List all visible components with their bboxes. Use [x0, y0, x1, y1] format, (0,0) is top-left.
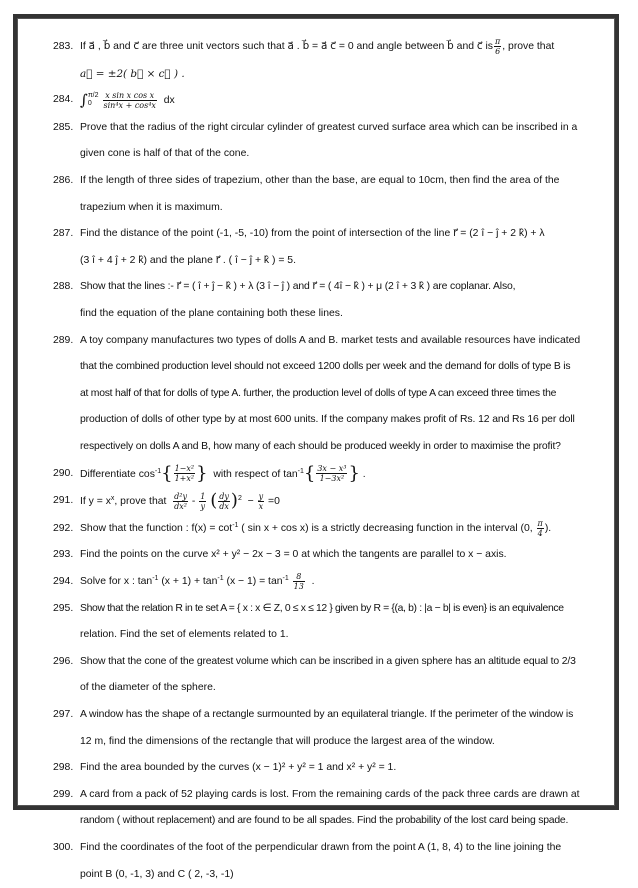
question-text: Show that the relation R in te set A = { x : x ∈ Z, 0 ≤ x ≤ 12 } given by R = {(a, b) : |a − b| is even} is an equivalence [80, 596, 598, 623]
question-292 [53, 516, 598, 543]
fraction: $\frac{\text{1−x²}}{\text{1+x²}}$ [174, 464, 196, 483]
question-number: 296. [53, 649, 73, 676]
question-286 [53, 168, 598, 221]
question-text: at most half of that for dolls of type A. further, the production level of dolls of type A can exceed three times the [80, 381, 598, 408]
fraction: $\frac{\text{d²y}}{\text{dx²}}$ [173, 492, 188, 511]
question-text: ∫ π/2 0 $\frac{\text{x sin x cos x}}{\text{sin⁴x + cos⁴x}}$ dx [80, 87, 598, 115]
question-number: 291. [53, 488, 73, 515]
question-295 [53, 596, 598, 649]
fraction: $\frac{\text{x sin x cos x}}{\text{sin⁴x + cos⁴x}}$ [103, 91, 157, 110]
question-294 [53, 569, 598, 596]
question-283 [53, 34, 598, 87]
question-text: Find the area bounded by the curves (x − 1)² + y² = 1 and x² + y² = 1. [80, 755, 598, 782]
question-text: random ( without replacement) and are found to be all spades. Find the probability of the lost card being spade. [80, 808, 598, 835]
question-text: Find the points on the curve x² + y² − 2x − 3 = 0 at which the tangents are parallel to x − axis. [80, 542, 598, 569]
question-text: Differentiate $\cos^{-1}${ $\frac{\text{1−x²}}{\text{1+x²}}$ } with respect of $\tan^{-1}${ $\frac{\text{3x − x³}}{\text{1−3x²}}$ } . [80, 461, 598, 489]
question-300 [53, 835, 598, 888]
question-293 [53, 542, 598, 569]
question-number: 292. [53, 516, 73, 543]
question-text: (3 î + 4 ĵ + 2 k̂) and the plane r⃗ . ( î − ĵ + k̂ ) = 5. [80, 248, 598, 275]
question-text: relation. Find the set of elements related to 1. [80, 622, 598, 649]
upper-limit: π/2 [88, 92, 99, 100]
question-text: a⃗ = ±2( b⃗ × c⃗ ) . [80, 61, 598, 88]
question-291 [53, 488, 598, 516]
question-text: Find the distance of the point (-1, -5, -10) from the point of intersection of the line r⃗ = (2 î − ĵ + 2 k̂) + λ [80, 221, 598, 248]
question-text: Prove that the radius of the right circular cylinder of greatest curved surface area which can be inscribed in a [80, 115, 598, 142]
question-287 [53, 221, 598, 274]
question-number: 294. [53, 569, 73, 596]
question-number: 289. [53, 328, 73, 355]
question-text: A card from a pack of 52 playing cards is lost. From the remaining cards of the pack three cards are drawn at [80, 782, 598, 809]
fraction: $\frac{8}{13}$ [293, 572, 305, 591]
question-299 [53, 782, 598, 835]
question-297 [53, 702, 598, 755]
question-number: 300. [53, 835, 73, 862]
question-number: 284. [53, 87, 73, 114]
fraction: $\frac{\pi}{6}$ [494, 37, 501, 56]
fraction: $\frac{1}{y}$ [199, 492, 206, 511]
question-text: If a⃗ , b⃗ and c⃗ are three unit vectors such that a⃗ . b⃗ = a⃗ c⃗ = 0 and angle between b⃗ and c⃗ is $\frac{\pi}{6}$ , prove that [80, 34, 598, 61]
question-number: 295. [53, 596, 73, 623]
question-text: trapezium when it is maximum. [80, 195, 598, 222]
fraction: $\frac{\text{3x − x³}}{\text{1−3x²}}$ [316, 464, 347, 483]
question-text: respectively on dolls A and B, how many of each should be produced weekly in order to maximise the profit? [80, 434, 598, 461]
question-text: If $y = x^x$, prove that $\frac{\text{d²y}}{\text{dx²}}$ - $\frac{1}{y}$ ( $\frac{dy}{dx}$ )$^2$ − $\frac{y}{x}$ =0 [80, 488, 598, 516]
fraction: $\frac{y}{x}$ [258, 492, 265, 511]
question-285 [53, 115, 598, 168]
question-298 [53, 755, 598, 782]
question-text: Show that the cone of the greatest volume which can be inscribed in a given sphere has an altitude equal to 2/3 [80, 649, 598, 676]
question-290 [53, 461, 598, 489]
question-number: 298. [53, 755, 73, 782]
question-text: 12 m, find the dimensions of the rectangle that will produce the largest area of the window. [80, 729, 598, 756]
question-289 [53, 328, 598, 461]
question-text: Show that the lines :- r⃗ = ( î + ĵ − k̂ ) + λ (3 î − ĵ ) and r⃗ = ( 4î − k̂ ) + μ (2 î + 3 k̂ ) are coplanar. Also, [80, 274, 598, 301]
question-284 [53, 87, 598, 115]
question-number: 293. [53, 542, 73, 569]
question-text: If the length of three sides of trapezium, other than the base, are equal to 10cm, then find the area of the [80, 168, 598, 195]
question-288 [53, 274, 598, 327]
question-number: 283. [53, 34, 73, 61]
fraction: $\frac{dy}{dx}$ [218, 492, 230, 511]
question-text: Solve for x : $\tan^{-1} (x + 1) + \tan^{-1} (x - 1) = \tan^{-1}$ $\frac{8}{13}$ . [80, 569, 598, 596]
question-number: 287. [53, 221, 73, 248]
question-text: that the combined production level should not exceed 1200 dolls per week and the demand for dolls of type B is [80, 354, 598, 381]
question-text: A toy company manufactures two types of dolls A and B. market tests and available resources have indicated [80, 328, 598, 355]
lower-limit: 0 [88, 100, 99, 108]
question-text: find the equation of the plane containing both these lines. [80, 301, 598, 328]
question-number: 297. [53, 702, 73, 729]
question-text: of the diameter of the sphere. [80, 675, 598, 702]
question-text: point B (0, -1, 3) and C ( 2, -3, -1) [80, 862, 598, 888]
question-list [53, 34, 598, 888]
fraction: $\frac{\pi}{4}$ [537, 519, 544, 538]
question-text: production of dolls of other type by at most 600 units. If the company makes profit of Rs. 12 and Rs 16 per doll [80, 407, 598, 434]
question-296 [53, 649, 598, 702]
question-text: given cone is half of that of the cone. [80, 141, 598, 168]
integral-sign: ∫ [80, 91, 88, 109]
question-number: 290. [53, 461, 73, 488]
question-number: 286. [53, 168, 73, 195]
question-text: A window has the shape of a rectangle surmounted by an equilateral triangle. If the perimeter of the window is [80, 702, 598, 729]
question-number: 288. [53, 274, 73, 301]
question-number: 285. [53, 115, 73, 142]
question-number: 299. [53, 782, 73, 809]
question-text: Find the coordinates of the foot of the perpendicular drawn from the point A (1, 8, 4) to the line joining the [80, 835, 598, 862]
question-text: Show that the function : $f(x) = \cot^{-1}$ ( sin x + cos x) is a strictly decreasing function in the interval (0, $\frac{\pi}{4}$ ). [80, 516, 598, 543]
